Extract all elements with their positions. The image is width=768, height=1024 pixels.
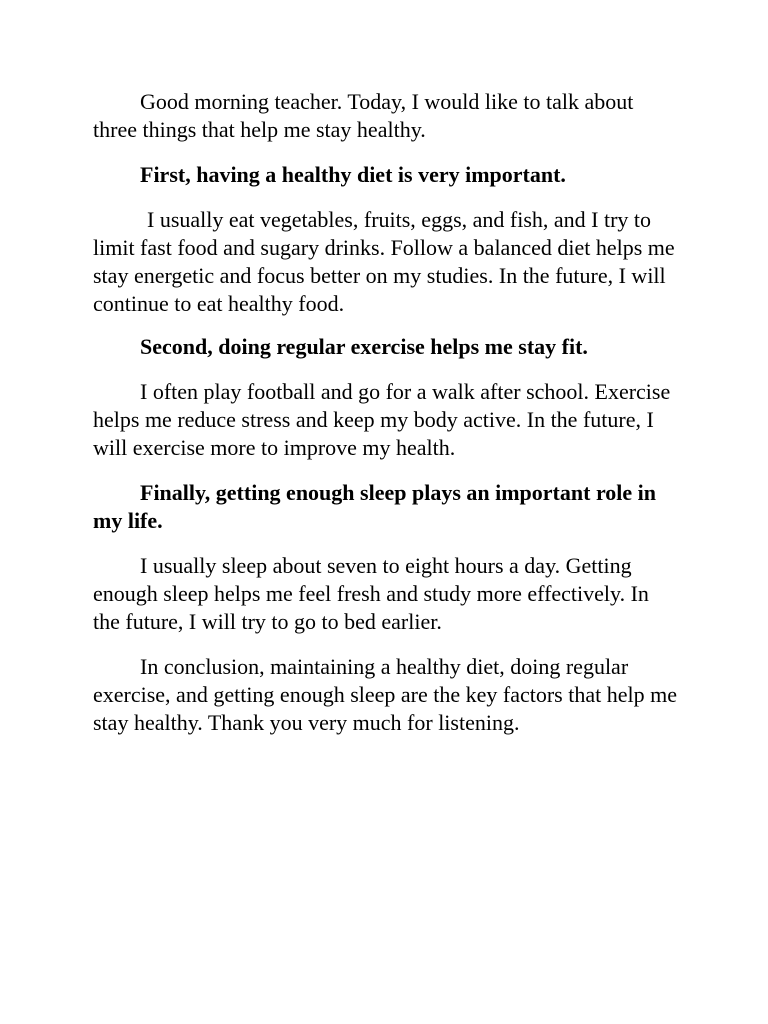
heading-diet: First, having a healthy diet is very important. (140, 162, 566, 187)
document-page (93, 88, 678, 754)
heading-sleep: Finally, getting enough sleep plays an important role in my life. (93, 480, 657, 533)
body-exercise-paragraph: I often play football and go for a walk after school. Exercise helps me reduce stress and keep my body active. In the future, I will exercise more to improve my health. (93, 379, 671, 460)
conclusion-paragraph: In conclusion, maintaining a healthy diet, doing regular exercise, and getting enough sleep are the key factors that help me stay healthy. Thank you very much for listening. (93, 654, 677, 735)
body-sleep-paragraph: I usually sleep about seven to eight hours a day. Getting enough sleep helps me feel fresh and study more effectively. In the future, I will try to go to bed earlier. (93, 553, 649, 634)
heading-exercise: Second, doing regular exercise helps me stay fit. (140, 334, 588, 359)
body-diet-paragraph: I usually eat vegetables, fruits, eggs, and fish, and I try to limit fast food and sugary drinks. Follow a balanced diet helps me stay energetic and focus better on my studies. In the future, I will continue to eat healthy food. (93, 207, 675, 316)
intro-paragraph: Good morning teacher. Today, I would like to talk about three things that help me stay healthy. (93, 89, 634, 142)
